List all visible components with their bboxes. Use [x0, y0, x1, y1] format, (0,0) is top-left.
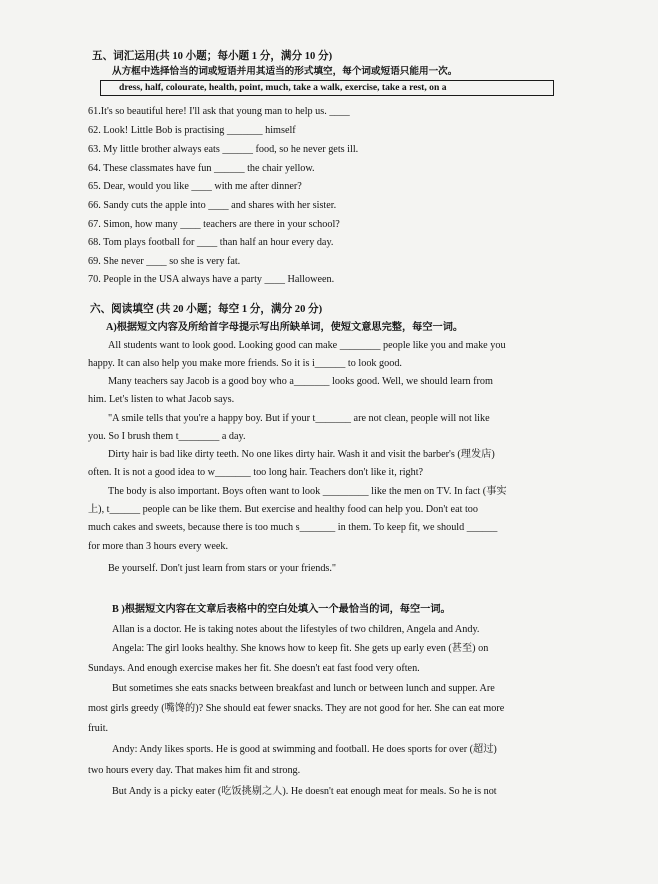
partA-line-13: Be yourself. Don't just learn from stars or your friends."	[108, 563, 337, 574]
partA-line-9: The body is also important. Boys often want to look _________ like the men on TV. In fact (事实	[108, 486, 507, 497]
partB-line-1: Allan is a doctor. He is taking notes about the lifestyles of two children, Angela and Andy.	[112, 624, 480, 635]
section6-title: 六、阅读填空 (共 20 小题；每空 1 分，满分 20 分)	[90, 304, 323, 315]
partA-line-4: him. Let's listen to what Jacob says.	[88, 394, 235, 405]
partB-line-2: Angela: The girl looks healthy. She knows how to keep fit. She gets up early even (甚至) on	[112, 643, 489, 654]
question-69: 69. She never ____ so she is very fat.	[88, 256, 241, 267]
partA-line-11: much cakes and sweets, because there is too much s_______ in them. To keep fit, we should ______	[88, 522, 498, 533]
partB-line-3: Sundays. And enough exercise makes her fit. She doesn't eat fast food very often.	[88, 663, 420, 674]
question-65: 65. Dear, would you like ____ with me after dinner?	[88, 181, 302, 192]
question-70: 70. People in the USA always have a party ____ Halloween.	[88, 274, 335, 285]
section5-instruction: 从方框中选择恰当的词或短语并用其适当的形式填空，每个词或短语只能用一次。	[112, 66, 458, 77]
partB-line-7: Andy: Andy likes sports. He is good at swimming and football. He does sports for over (超过)	[112, 744, 497, 755]
partA-line-1: All students want to look good. Looking good can make ________ people like you and make you	[108, 340, 506, 351]
partB-line-8: two hours every day. That makes him fit and strong.	[88, 765, 301, 776]
question-64: 64. These classmates have fun ______ the chair yellow.	[88, 163, 315, 174]
question-63: 63. My little brother always eats ______ food, so he never gets ill.	[88, 144, 359, 155]
section5-title: 五、词汇运用(共 10 小题；每小题 1 分，满分 10 分)	[92, 51, 333, 62]
word-box	[100, 80, 554, 96]
partA-line-6: you. So I brush them t________ a day.	[88, 431, 246, 442]
partB-instruction: B )根据短文内容在文章后表格中的空白处填入一个最恰当的词，每空一词。	[112, 604, 451, 615]
question-67: 67. Simon, how many ____ teachers are there in your school?	[88, 219, 340, 230]
word-box-text: dress, half, colourate, health, point, much, take a walk, exercise, take a rest, on a	[119, 82, 447, 93]
question-62: 62. Look! Little Bob is practising _______ himself	[88, 125, 296, 136]
partB-line-4: But sometimes she eats snacks between breakfast and lunch or between lunch and supper. Are	[112, 683, 495, 694]
partA-line-12: for more than 3 hours every week.	[88, 541, 229, 552]
question-61: 61.It's so beautiful here! I'll ask that young man to help us. ____	[88, 106, 350, 117]
question-66: 66. Sandy cuts the apple into ____ and shares with her sister.	[88, 200, 337, 211]
partB-line-5: most girls greedy (嘴馋的)? She should eat fewer snacks. They are not good for her. She can eat more	[88, 703, 505, 714]
partA-instruction: A)根据短文内容及所给首字母提示写出所缺单词，使短文意思完整，每空一词。	[106, 322, 464, 333]
partA-line-2: happy. It can also help you make more friends. So it is i______ to look good.	[88, 358, 402, 369]
question-68: 68. Tom plays football for ____ than half an hour every day.	[88, 237, 334, 248]
partA-line-7: Dirty hair is bad like dirty teeth. No one likes dirty hair. Wash it and visit the barber's (理发店)	[108, 449, 495, 460]
partA-line-10: 上), t______ people can be like them. But exercise and healthy food can help you. Don't eat too	[88, 504, 478, 515]
partB-line-6: fruit.	[88, 723, 109, 734]
partA-line-8: often. It is not a good idea to w_______ too long hair. Teachers don't like it, right?	[88, 467, 424, 478]
partA-line-5: "A smile tells that you're a happy boy. But if your t_______ are not clean, people will not like	[108, 413, 490, 424]
partA-line-3: Many teachers say Jacob is a good boy who a_______ looks good. Well, we should learn from	[108, 376, 493, 387]
partB-line-9: But Andy is a picky eater (吃饭挑剔之人). He doesn't eat enough meat for meals. So he is not	[112, 786, 497, 797]
